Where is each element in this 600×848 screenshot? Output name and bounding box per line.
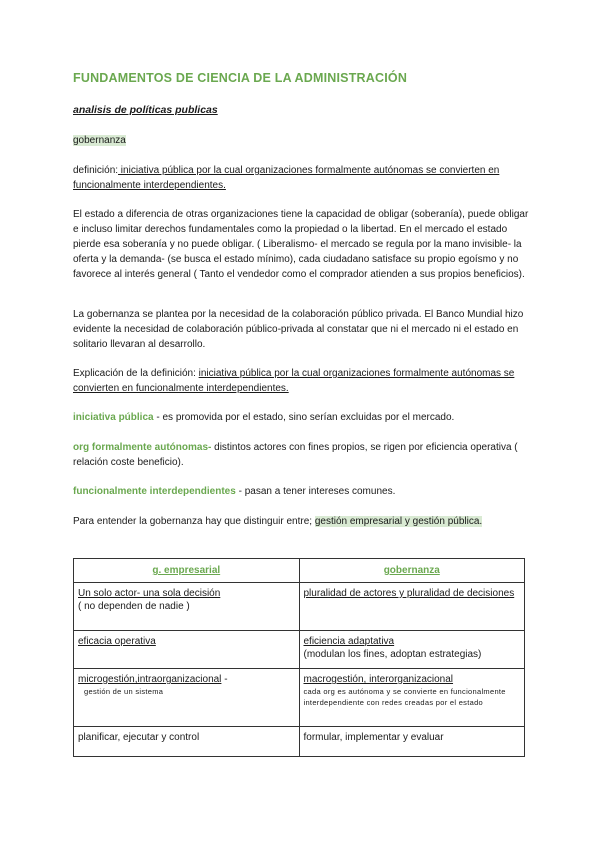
cell-sub: (modulan los fines, adoptan estrategias) [303, 649, 482, 660]
table-cell [74, 669, 300, 727]
cell-small: cada org es autónoma y se convierte en funcionalmente interdependiente con redes creadas por el estado [303, 687, 506, 707]
definition-text: iniciativa pública por la cual organizaciones formalmente autónomas se convierten en funcionalmente interdependientes. [73, 165, 500, 191]
cell-main: formular, implementar y evaluar [303, 732, 444, 743]
table-row [74, 669, 525, 727]
explanation-paragraph [73, 366, 533, 396]
distinguish-text: Para entender la gobernanza hay que distinguir entre; [73, 516, 315, 527]
term-description: distintos actores con fines propios, se rigen por eficiencia operativa ( relación coste beneficio). [73, 442, 518, 468]
definition-paragraph [73, 163, 533, 193]
cell-small: gestión de un sistema [84, 687, 164, 696]
explanation-text: iniciativa pública por la cual organizaciones formalmente autónomas se convierten en funcionalmente interdependientes. [73, 368, 515, 394]
cell-main: planificar, ejecutar y control [78, 732, 200, 743]
table-row [74, 583, 525, 631]
distinguish-highlight: gestión empresarial y gestión pública. [314, 516, 483, 527]
term-label: org formalmente autónomas- [73, 442, 212, 453]
table-cell [74, 727, 300, 757]
table-cell [299, 631, 525, 669]
term-label: iniciativa pública [73, 412, 154, 423]
section-label: gobernanza [73, 135, 126, 146]
table-header-row [74, 559, 525, 583]
cell-main: eficacia operativa [78, 636, 156, 647]
table-row [74, 727, 525, 757]
document-title: FUNDAMENTOS DE CIENCIA DE LA ADMINISTRACIÓN [73, 71, 408, 85]
table-cell [74, 583, 300, 631]
table-cell [299, 727, 525, 757]
distinguish-paragraph [73, 514, 533, 529]
column-header: g. empresarial [74, 559, 300, 583]
cell-main: Un solo actor- una sola decisión [78, 588, 221, 599]
term-row [73, 484, 533, 499]
cell-main: eficiencia adaptativa [303, 636, 395, 647]
definition-label: definición: [73, 165, 119, 176]
table-cell [299, 583, 525, 631]
cell-main: microgestión,intraorganizacional [78, 674, 222, 685]
section-heading [73, 133, 533, 148]
table-cell [299, 669, 525, 727]
paragraph-governance: La gobernanza se plantea por la necesidad de la colaboración público privada. El Banco Mundial hizo evidente la necesidad de colaboración público-privada al constatar que ni el mercado ni el estado en solitario llevaran al desarrollo. [73, 309, 524, 350]
table-row [74, 631, 525, 669]
table-cell [74, 631, 300, 669]
explanation-label: Explicación de la definición: [73, 368, 199, 379]
term-row [73, 410, 533, 425]
column-header: gobernanza [299, 559, 525, 583]
cell-main: macrogestión, interorganizacional [303, 674, 454, 685]
cell-main: pluralidad de actores y pluralidad de decisiones [303, 588, 515, 599]
term-label: funcionalmente interdependientes [73, 486, 236, 497]
comparison-table [73, 558, 525, 757]
paragraph-state: El estado a diferencia de otras organizaciones tiene la capacidad de obligar (soberanía), puede obligar e incluso limitar derechos fundamentales como la propiedad o la libertad. En el mercado el estado pierde esa soberanía y no puede obligar. ( Liberalismo- el mercado se regula por la mano invisible- la oferta y la demanda- (se busca el estado mínimo), cada ciudadano satisface su propio egoísmo y no favorece al interés general ( Tanto el vendedor como el comprador atienden a sus propios beneficios). [73, 209, 529, 280]
document-subtitle: analisis de políticas publicas [73, 104, 218, 116]
term-row [73, 440, 533, 470]
cell-tail: - [221, 674, 228, 685]
term-description: - es promovida por el estado, sino serían excluidas por el mercado. [153, 412, 455, 423]
term-description: - pasan a tener intereses comunes. [235, 486, 396, 497]
cell-sub: ( no dependen de nadie ) [78, 601, 190, 612]
